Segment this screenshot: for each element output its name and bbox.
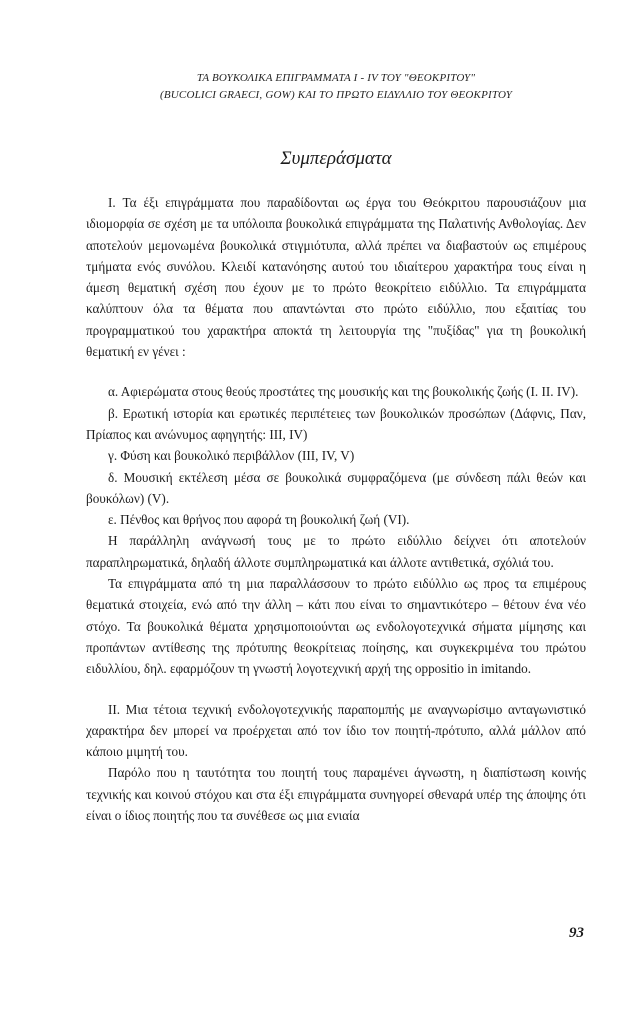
paragraph-gap <box>86 362 586 381</box>
list-item: γ. Φύση και βουκολικό περιβάλλον (III, IV, V) <box>108 448 355 464</box>
list-item: ε. Πένθος και θρήνος που αφορά τη βουκολική ζωή (VI). <box>108 512 410 528</box>
page-content <box>86 70 586 826</box>
list-item: β. Ερωτική ιστορία και ερωτικές περιπέτειες των βουκολικών προσώπων (Δάφνις, Παν, Πρίαπος και ανώνυμος αφηγητής: III, IV) <box>86 405 586 442</box>
header-line-2: (BUCOLICI GRAECI, GOW) ΚΑΙ ΤΟ ΠΡΩΤΟ ΕΙΔΥΛΛΙΟ ΤΟΥ ΘΕΟΚΡΙΤΟΥ <box>159 89 513 101</box>
paragraph-section2-p1: II. Μια τέτοια τεχνική ενδολογοτεχνικής παραπομπής με αναγνωρίσιμο ανταγωνιστικό χαρακτήρα δεν μπορεί να προέρχεται από τον ίδιο τον ποιητή-πρότυπο, αλλά μάλλον από κάποιο μιμητή του. <box>86 701 586 760</box>
list-item: α. Αφιερώματα στους θεούς προστάτες της μουσικής και της βουκολικής ζωής (I. II. IV). <box>108 384 579 400</box>
page-number: 93 <box>569 925 584 941</box>
list-item: δ. Μουσική εκτέλεση μέσα σε βουκολικά συμφραζόμενα (με σύνδεση πάλι θεών και βουκόλων) (V). <box>86 469 586 506</box>
paragraph-gap <box>86 680 586 699</box>
running-header <box>86 70 586 104</box>
header-line-1: ΤΑ ΒΟΥΚΟΛΙΚΑ ΕΠΙΓΡΑΜΜΑΤΑ I - IV ΤΟΥ "ΘΕΟΚΡΙΤΟΥ" <box>196 72 476 84</box>
section-title: Συμπεράσματα <box>280 148 392 169</box>
paragraph-section2-p2: Παρόλο που η ταυτότητα του ποιητή τους παραμένει άγνωστη, η διαπίστωση κοινής τεχνικής και κοινού στόχου και στα έξι επιγράμματα συνηγορεί σθεναρά υπέρ της άποψης ότι είναι ο ίδιος ποιητής που τα συνέθεσε ως μια ενιαία <box>86 765 586 824</box>
paragraph-section1-p2: Η παράλληλη ανάγνωσή τους με το πρώτο ειδύλλιο δείχνει ότι αποτελούν παραπληρωματικά, δηλαδή άλλοτε συμπληρωματικά και άλλοτε αντιθετικά, σχόλιά του. <box>86 533 586 570</box>
paragraph-section1-p3: Τα επιγράμματα από τη μια παραλλάσσουν το πρώτο ειδύλλιο ως προς τα επιμέρους θεματικά στοιχεία, ενώ από την άλλη – κάτι που είναι το σημαντικότερο – θέτουν ένα νέο στόχο. Τα βουκολικά θέματα χρησιμοποιούνται ως ενδολογοτεχνικά σήματα μίμησης και προπάντων αντίθεσης της πρότυπης θεοκρίτειας ποίησης, και συγκεκριμένα του πρώτου ειδυλλίου, δηλ. εφαρμόζουν τη γνωστή λογοτεχνική αρχή της oppositio in imitando. <box>86 576 586 677</box>
paragraph-section1-intro: I. Τα έξι επιγράμματα που παραδίδονται ως έργα του Θεόκριτου παρουσιάζουν μια ιδιομορφία σε σχέση με τα υπόλοιπα βουκολικά επιγράμματα της Παλατινής Ανθολογίας. Δεν αποτελούν μεμονωμένα βουκολικά στιγμιότυπα, αλλά πρέπει να διαβαστούν ως επιμέρους τμήματα ενός συνόλου. Κλειδί κατανόησης αυτού του ιδιαίτερου χαρακτήρα τους είναι η άμεση θεματική σχέση που έχουν με το πρώτο θεοκρίτειο ειδύλλιο. Τα επιγράμματα καλύπτουν όλα τα θέματα που απαντώνται στο πρώτο ειδύλλιο, που εξαιτίας του προγραμματικού του χαρακτήρα αποκτά τη λειτουργία της "πυξίδας" για τη βουκολική θεματική εν γένει : <box>86 195 586 360</box>
